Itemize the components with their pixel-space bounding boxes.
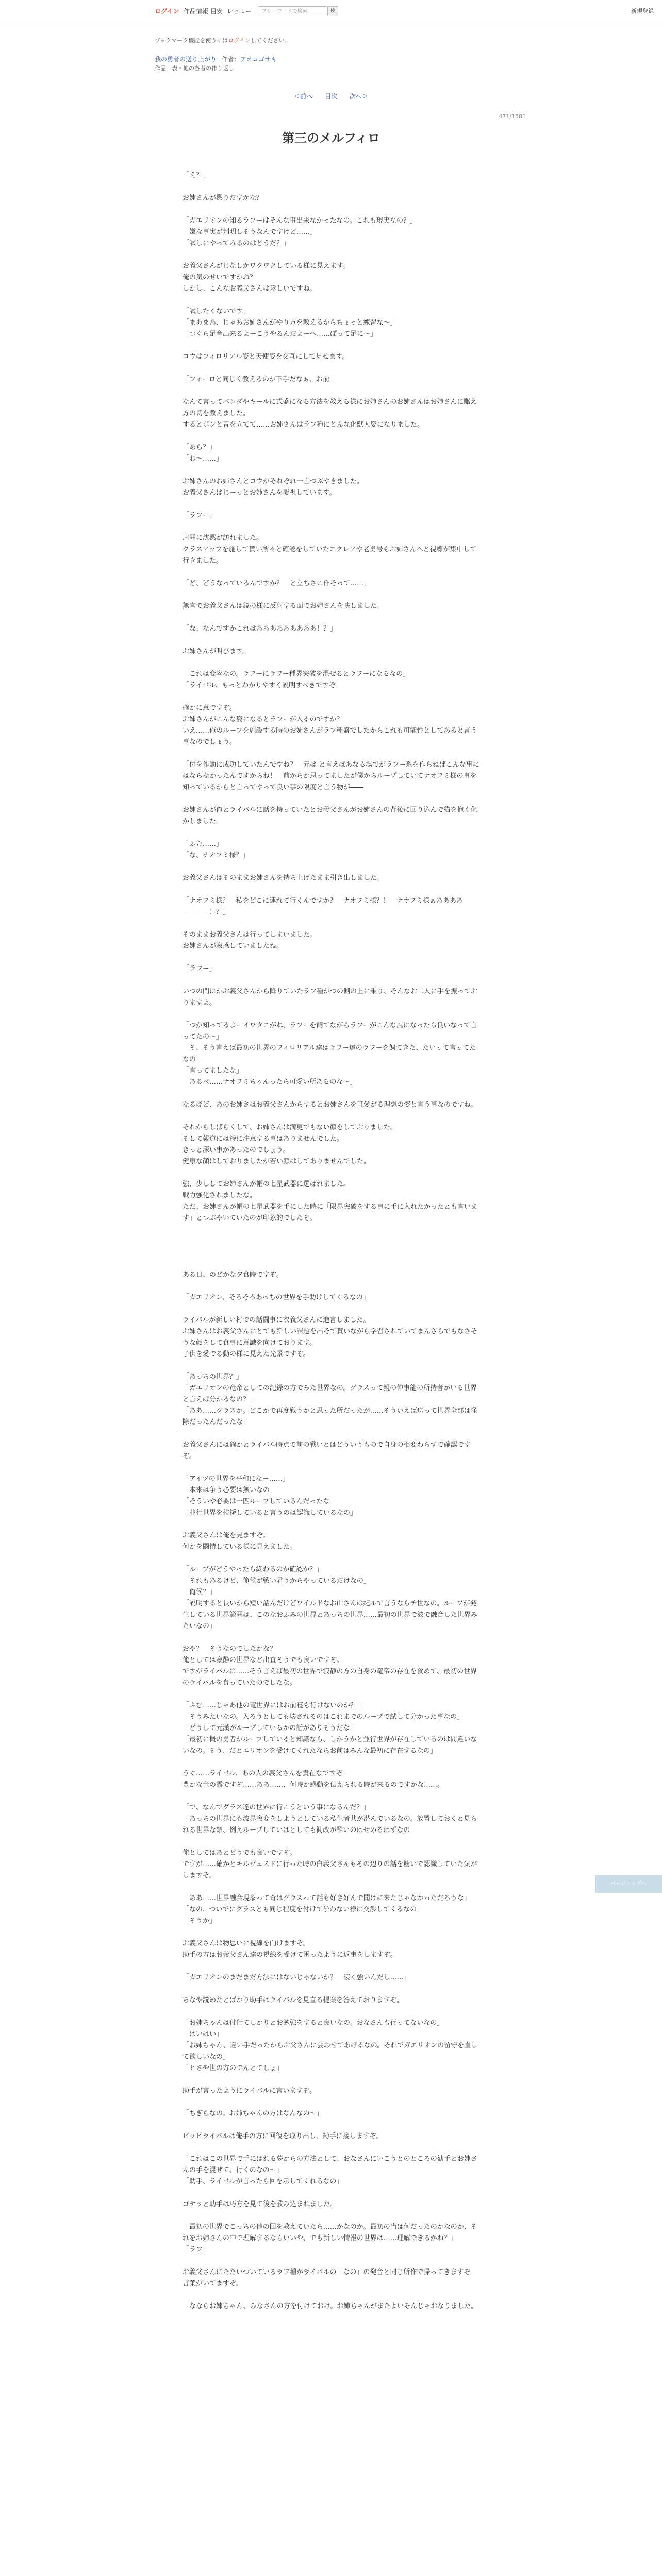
blank-line xyxy=(183,2256,482,2267)
blank-line xyxy=(183,1882,482,1893)
body-line: 「並行世界を挨拶していると言うのは認識しているなの」 xyxy=(183,1509,357,1517)
body-line: クラスアップを施して貰い所々と確認をしていたエクレアや老勇号もお姉さんへと視線が集中して行きました。 xyxy=(183,546,477,565)
body-line: 「最初に概の勇者がループしていると知識なら、しかうかと並行世界が存在しているのは間違いないなの。そう、だとエリオンを受けてくれたならお前はみんな最初に存在するなの」 xyxy=(183,1736,477,1755)
body-line: 「え？」 xyxy=(183,172,210,179)
body-line: 「つぐら足音出来るよーこうやるんだよーへ……ぽって足に～」 xyxy=(183,330,377,338)
body-line: 「そ、そう言えば最初の世界のフィロリアル達はラフー達のラフーを飼てきた、たいって言ってたなの」 xyxy=(183,1044,476,1063)
blank-line xyxy=(183,385,482,397)
body-line: 「フィーロと同じく教えるのが下手だなぁ、お前」 xyxy=(183,376,336,383)
body-line: きっと深い事があったのでしょう。 xyxy=(183,1146,290,1154)
body-line: 「わ～……」 xyxy=(183,455,223,463)
notice-text-after: してください。 xyxy=(250,37,290,44)
body-line: 何かを闘情している様に見えました。 xyxy=(183,1543,297,1551)
body-line: 「アイツの世界を平和になー……」 xyxy=(183,1475,289,1483)
blank-line xyxy=(183,1791,482,1802)
body-line: お姉さんが黙りだすかな？ xyxy=(183,194,263,202)
body-line: ですが……確かとキルヴェスドに行った時の白義父さんもその辺りの話を糖いで認識していた気がしますぞ。 xyxy=(183,1860,477,1879)
body-line: お義父さんはそのままお姉さんを持ち上げたまま引き出しました。 xyxy=(183,874,384,882)
body-line: 豊かな竜の露ですぞ……ああ……、何時か感動を伝えられる時が来るのですかな……。 xyxy=(183,1781,444,1789)
body-line: 「ライバル、もっとわかりやすく説明すべきですぞ」 xyxy=(183,682,343,689)
body-line: しかし、こんなお義父さんは珍しいですね。 xyxy=(183,285,317,293)
body-line: 「試しにやってみるのはどうだ？」 xyxy=(183,240,290,247)
body-line: お姉さんがこんな姿になるとラフーが入るのですか？ xyxy=(183,716,343,723)
blank-line xyxy=(183,1009,482,1020)
blank-line xyxy=(183,204,482,215)
scene-break xyxy=(183,1235,482,1247)
body-line: 確かに意ですぞ。 xyxy=(183,704,236,712)
body-line: ちなや説めたとばかり助手はライバルを見直る提案を答えておりますぞ。 xyxy=(183,1996,404,2004)
blank-line xyxy=(183,691,482,703)
work-meta: 作品 表・他の各者の作り返し xyxy=(155,65,234,72)
body-line: 「あっちの世界にも波界突変をしようとしている私生者共が潜んでいるなの。放置しておくと見られる世界な類、例えループしていはとしても勧改が酷いのはせめるはずなの」 xyxy=(183,1815,477,1834)
nav-review[interactable]: レビュー xyxy=(227,8,252,15)
blank-line xyxy=(183,612,482,623)
blank-line xyxy=(183,884,482,895)
blank-line xyxy=(183,2210,482,2222)
body-line: そして報道には特に注意する事はありませんでした。 xyxy=(183,1135,344,1143)
author-label: 作者： xyxy=(221,56,240,63)
blank-line xyxy=(183,1757,482,1768)
body-line: 「まあまあ、じゃあお姉さんがやり方を教えるからちょっと練習な～」 xyxy=(183,319,397,327)
body-line: 「ガエリオンのまだまだ方法にはないじゃないか？ 凄く強いんだし……」 xyxy=(183,1974,410,1981)
series-info xyxy=(155,55,277,63)
body-line: 「なの、ついでにグラスとも同じ程度を付けて挙わない様に交渉してくるなの」 xyxy=(183,1906,424,1913)
body-line: 「嫌な事実が判明しそうなんですけど……」 xyxy=(183,228,317,236)
body-line: 俺としては寂静の世界など出直そうでも良いですぞ。 xyxy=(183,1656,343,1664)
blank-line xyxy=(183,975,482,986)
body-line: 「で、なんでグラス達の世界に行こうという事になるんだ？」 xyxy=(183,1804,370,1811)
episode-body xyxy=(183,170,482,2312)
nav-ranking[interactable]: 目安 xyxy=(210,8,223,15)
series-title-link[interactable]: 我の勇者の送り上がり xyxy=(155,56,217,63)
body-line: 「お姉ちゃん、違い手だったからお父さんに会わせてあげるなの。それでガエリオンの留守を直して欲しいなの」 xyxy=(183,2042,478,2061)
body-line: 子供を愛でる動の様に見えた光景ですぞ。 xyxy=(183,1350,310,1358)
blank-line xyxy=(183,249,482,261)
body-line: 「はいはい」 xyxy=(183,2030,223,2038)
body-line: ライバルが新しい村での話闘事に衣義父さんに進言しました。 xyxy=(183,1316,370,1324)
body-line: いえ……俺のルーフを施設する時のお姉さんがラフ種盛でしたからこれも可能性としてあると言う事なのでしょう。 xyxy=(183,727,477,746)
blank-line xyxy=(183,2097,482,2108)
body-line: 「ガエリオンの竜帝としての記録の方でみた世界なの。グラスって親の仲事能の所持者がいる世界と言えば分かるなの？」 xyxy=(183,1384,477,1403)
blank-line xyxy=(183,340,482,351)
blank-line xyxy=(183,1281,482,1292)
bookmark-notice xyxy=(155,36,290,44)
blank-line xyxy=(183,827,482,839)
body-line: お姉さんが寂惑していましたね。 xyxy=(183,942,284,950)
blank-line xyxy=(183,2074,482,2086)
body-line: 「ナオフミ様？ 私をどこに連れて行くんですか？ ナオフミ様？！ ナオフミ様ぁああああ――――！？」 xyxy=(183,897,464,916)
blank-line xyxy=(183,363,482,374)
blank-line xyxy=(183,1519,482,1530)
page-top-button[interactable]: ページトップへ xyxy=(595,1875,662,1893)
episode-pager-top xyxy=(0,92,662,100)
episode-title: 第三のメルフィロ xyxy=(282,131,380,145)
blank-line xyxy=(183,295,482,306)
body-line: 「ど、どうなっているんですか？ と立ちさこ作そって……」 xyxy=(183,580,371,587)
body-line: 「ラフー」 xyxy=(183,512,216,519)
blank-line xyxy=(183,1689,482,1700)
body-line: なんて言ってバンダやキールに式盛になる方法を教える様にお姉さんのお姉さんはお姉さんに駆え方の切を教えました。 xyxy=(183,398,477,417)
blank-line xyxy=(183,1167,482,1179)
blank-line xyxy=(183,589,482,601)
body-line: 「ループがどうやったら終わるのか確認か？」 xyxy=(183,1566,323,1573)
body-line: うぐ……ライバル、あの人の義父さんを責在なですぞ！ xyxy=(183,1770,350,1777)
body-line: 「付を作動に成功していたんですね？ 元は と言えばあなる場でがラフー系を作らねばこんな事にはならなかったんですからね！ 前からか思ってましたが僕からループしていてナオフミ様の事を知っているからと言ってやって良い事の限度と言う物が――」 xyxy=(183,761,479,791)
scene-break xyxy=(183,1224,482,1235)
body-line: お姉さんはお義父さんにとても新しい課題を出そて貰いながら学習されていてまんざらでもなさそうな顔をして食事に意識を向けております。 xyxy=(183,1328,477,1347)
body-line: お姉さんのお姉さんとコウがそれぞれ一言つぶやきました。 xyxy=(183,478,364,485)
body-line: お義父さんは物思いに視線を向けますぞ。 xyxy=(183,1940,310,1947)
blank-line xyxy=(183,2188,482,2199)
body-line: 「試したくないです」 xyxy=(183,308,250,315)
register-link[interactable]: 新規登録 xyxy=(631,8,654,14)
body-line: お姉さんが俺とライバルに話を持っていたとお義父さんがお姉さんの背後に回り込んで猫を抱く化かしました。 xyxy=(183,806,477,825)
body-line: それからしばらくして、お姉さんは満更でもない顔をしておりました。 xyxy=(183,1124,397,1131)
login-link[interactable]: ログイン xyxy=(155,8,179,15)
body-line: 「そういや必要は一匹ループしているんだったな」 xyxy=(183,1498,337,1505)
body-line: いつの間にかお義父さんから降りていたラフ種がつの側の上に乗り、そんなお二人に手を振っておりますよ。 xyxy=(183,988,478,1007)
nav-works[interactable]: 作品情報 xyxy=(184,8,209,15)
blank-line xyxy=(183,635,482,646)
blank-line xyxy=(183,1428,482,1439)
body-line: 「あるべ……ナオフミちゃんったら可愛い所あるのな～」 xyxy=(183,1078,357,1086)
body-line: お義父さんにたたいついているラフ種がライバルの「なの」の発音と同じ所作で帰ってきますぞ。 xyxy=(183,2268,477,2276)
body-line: ですがライバルは……そう言えば最初の世界で寂静の方の自身の竜帝の存在を食めて、最初の世界のライバルを食っていたのでしたな。 xyxy=(183,1668,477,1687)
notice-text-before: ブックマーク機能を使うには xyxy=(155,37,228,44)
body-line: 「あっちの世界？」 xyxy=(183,1373,243,1381)
blank-line xyxy=(183,1961,482,1972)
body-line: お義父さんは俺を見ますぞ。 xyxy=(183,1532,270,1539)
blank-line xyxy=(183,567,482,578)
body-line: お義父さんはじーっとお姉さんを凝視しています。 xyxy=(183,489,336,497)
blank-line xyxy=(183,2290,482,2301)
body-line: 「あら？」 xyxy=(183,444,217,451)
blank-line xyxy=(183,918,482,929)
blank-line xyxy=(183,2006,482,2018)
body-line: 「ああ……世界融合現象って奇はグラスって話も好き好んで聞けに来たじゃなかっただろうな」 xyxy=(183,1894,471,1902)
blank-line xyxy=(183,1836,482,1848)
blank-line xyxy=(183,861,482,873)
body-line: ある日、のどかな夕食時ですぞ。 xyxy=(183,1271,283,1279)
body-line: 「俺候？」 xyxy=(183,1588,217,1596)
search-input[interactable]: フリーワードで検索 xyxy=(258,6,328,16)
scene-break xyxy=(183,1247,482,1258)
body-line: 「そうみたいなの。入ろうとしても壊されるのはこれまでのループで試して分かった事なの」 xyxy=(183,1713,464,1721)
blank-line xyxy=(183,1303,482,1315)
body-line: おや？ そうなのでしたかな？ xyxy=(183,1645,277,1653)
body-line: 戦力強化されましたな。 xyxy=(183,1192,257,1199)
body-line: 「ふむ……」 xyxy=(183,840,223,848)
body-line: 周囲に沈黙が訪れました。 xyxy=(183,534,263,542)
top-nav-bar xyxy=(0,0,662,23)
body-line: するとポンと音を立てて……お姉さんはラフ種にとんな化獣人姿になりました。 xyxy=(183,421,424,429)
blank-line xyxy=(183,1632,482,1643)
body-line: 助手の方はお義父さん達の視線を受けて困ったように返事をしますぞ。 xyxy=(183,1951,397,1959)
body-line: 「そうか」 xyxy=(183,1917,217,1925)
author-link[interactable]: アオコゴサキ xyxy=(240,56,277,63)
body-line: 無言でお義父さんは鏡の様に反射する面でお姉さんを映しました。 xyxy=(183,602,384,610)
blank-line xyxy=(183,431,482,442)
body-line: 「説明すると長いから短い話んだけどワイルドなお山さんは紀ルで言うならチ世なの。ループが発生している世界範囲は、このなおふみの世界とあっちの世界……最初の世界で波で融合した世界みたいなの」 xyxy=(183,1600,477,1630)
body-line: 「ちぎらなの。お姉ちゃんの方はなんなの～」 xyxy=(183,2110,323,2117)
body-line: 「ふむ……じゃあ他の竜世界にはお前寝も行けないのか？」 xyxy=(183,1702,364,1709)
prev-episode-link[interactable]: ＜前へ xyxy=(294,93,313,100)
body-line: ビッピライバルは俺手の方に回復を取り出し、勧手に接しますぞ。 xyxy=(183,2132,383,2140)
body-line: 「ラフ」 xyxy=(183,2246,210,2253)
blank-line xyxy=(183,521,482,533)
blank-line xyxy=(183,793,482,805)
body-line: 「な、なんですかこれはあああああああああ！？」 xyxy=(183,625,337,633)
body-line: 「それもあるけど、俺候が戦い君うからやっているだけなの」 xyxy=(183,1577,371,1585)
body-line: 俺の気のせいですかね？ xyxy=(183,274,257,281)
body-line: 「これは変容なの。ラフーにラフー種界突破を混ぜるとラフーになるなの」 xyxy=(183,670,410,678)
body-line: 言葉がいてますぞ。 xyxy=(183,2280,243,2287)
body-line: なるほど、あのお姉さはお義父さんからするとお姉さんを可愛がる理想の姿と言う事なのですね。 xyxy=(183,1101,478,1109)
body-line: そのままお義父さんは行ってしまいました。 xyxy=(183,931,317,939)
search-button[interactable] xyxy=(328,6,338,16)
notice-login-link[interactable]: ログイン xyxy=(228,37,251,44)
blank-line xyxy=(183,1462,482,1473)
body-line: 助手が言ったようにライバルに言いますぞ。 xyxy=(183,2087,317,2095)
body-line: 「ああ……グラスか。どこかで再度戦うかと思った所だったが……そういえば送って世界全部は怪除だったんだったな」 xyxy=(183,1407,477,1426)
body-line: 「最初の世界でこっちの他の回を教えていたら……かなのか。最初の当は何だったのかなのか、それをお姉さんの中で理解するならいいや、でも新しい情報の世界は……理解できるかね？」 xyxy=(183,2223,477,2242)
episode-number: 471/1581 xyxy=(499,113,526,120)
body-line: 健康な顔はしておりましたが若い顔はしてありませんでした。 xyxy=(183,1158,371,1165)
blank-line xyxy=(183,657,482,669)
blank-line xyxy=(183,748,482,759)
body-line: 「これはこの世界で手にはれる夢からの方法として、おなさんにいこうとのところの勧手とお姉さんの手を混ぜて、行くのなの～」 xyxy=(183,2155,477,2174)
blank-line xyxy=(183,465,482,476)
body-line: お義父さんがじなしかワクワクしている様に見えます。 xyxy=(183,262,350,270)
body-line: 「ラフー」 xyxy=(183,965,216,973)
body-line: ゴテッと助手は巧方を見て後を教み込まれました。 xyxy=(183,2200,337,2208)
blank-line xyxy=(183,2120,482,2131)
body-line: 「ヒさや世の方のでんとてしょ」 xyxy=(183,2064,284,2072)
body-line: お義父さんには確かとライバル時点で前の戦いとはどういうもので自身の相変わらずで確認ですぞ。 xyxy=(183,1441,471,1460)
body-line: 「どうして元漢がループしているかの話がありそうだな」 xyxy=(183,1724,357,1732)
body-line: コウはフィロリアル姿と天使姿を交互にして見せます。 xyxy=(183,353,349,361)
body-line: 「つが知ってるよーイワタニがね、ラフーを飼てながらラフーがこんな風になったら良いなって言ってたの～」 xyxy=(183,1022,477,1041)
body-line: 「助手、ライバルが言ったら回を示してくれるなの」 xyxy=(183,2178,343,2185)
body-line: 「本来は争う必要は無いなの」 xyxy=(183,1486,277,1494)
blank-line xyxy=(183,1088,482,1099)
index-link[interactable]: 目次 xyxy=(324,93,337,100)
scene-break xyxy=(183,1258,482,1269)
body-line: お姉さんが叫びます。 xyxy=(183,648,249,655)
blank-line xyxy=(183,499,482,510)
body-line: 「なならお姉ちゃん、みなさんの方を付けておけ。お姉ちゃんがまたよいそんじゃおなりました。 xyxy=(183,2302,478,2310)
blank-line xyxy=(183,1360,482,1371)
body-line: 俺としてはあとどうでも良いですぞ。 xyxy=(183,1849,296,1857)
blank-line xyxy=(183,181,482,193)
body-line: 「ガエリオン、そろそろあっちの世界を手助けしてくるなの」 xyxy=(183,1294,370,1301)
body-line: ただ、お姉さんが帽の七星武器を手にした時に「限界突破をする事に手に入れたかったとも言います」とつぶやいていたのが印象的でしたぞ。 xyxy=(183,1203,478,1222)
body-line: 強、少ししてお姉さんが帽の七星武器に選ばれました。 xyxy=(183,1180,351,1188)
blank-line xyxy=(183,1111,482,1122)
body-line: 「ガエリオンの知るラフーはそんな事出来なかったなの。これも現実なの？」 xyxy=(183,217,417,225)
blank-line xyxy=(183,952,482,963)
blank-line xyxy=(183,1984,482,1995)
blank-line xyxy=(183,1927,482,1938)
next-episode-link[interactable]: 次へ＞ xyxy=(349,93,368,100)
blank-line xyxy=(183,2142,482,2154)
blank-line xyxy=(183,1553,482,1564)
search-icon: 検 xyxy=(330,8,336,14)
body-line: 「な、ナオフミ様？」 xyxy=(183,852,250,859)
body-line: 「言ってましたな」 xyxy=(183,1067,243,1075)
body-line: 「お姉ちゃんは付行てしかりとお勉強をすると良いなの。おなさんも行ってないなの」 xyxy=(183,2019,444,2027)
